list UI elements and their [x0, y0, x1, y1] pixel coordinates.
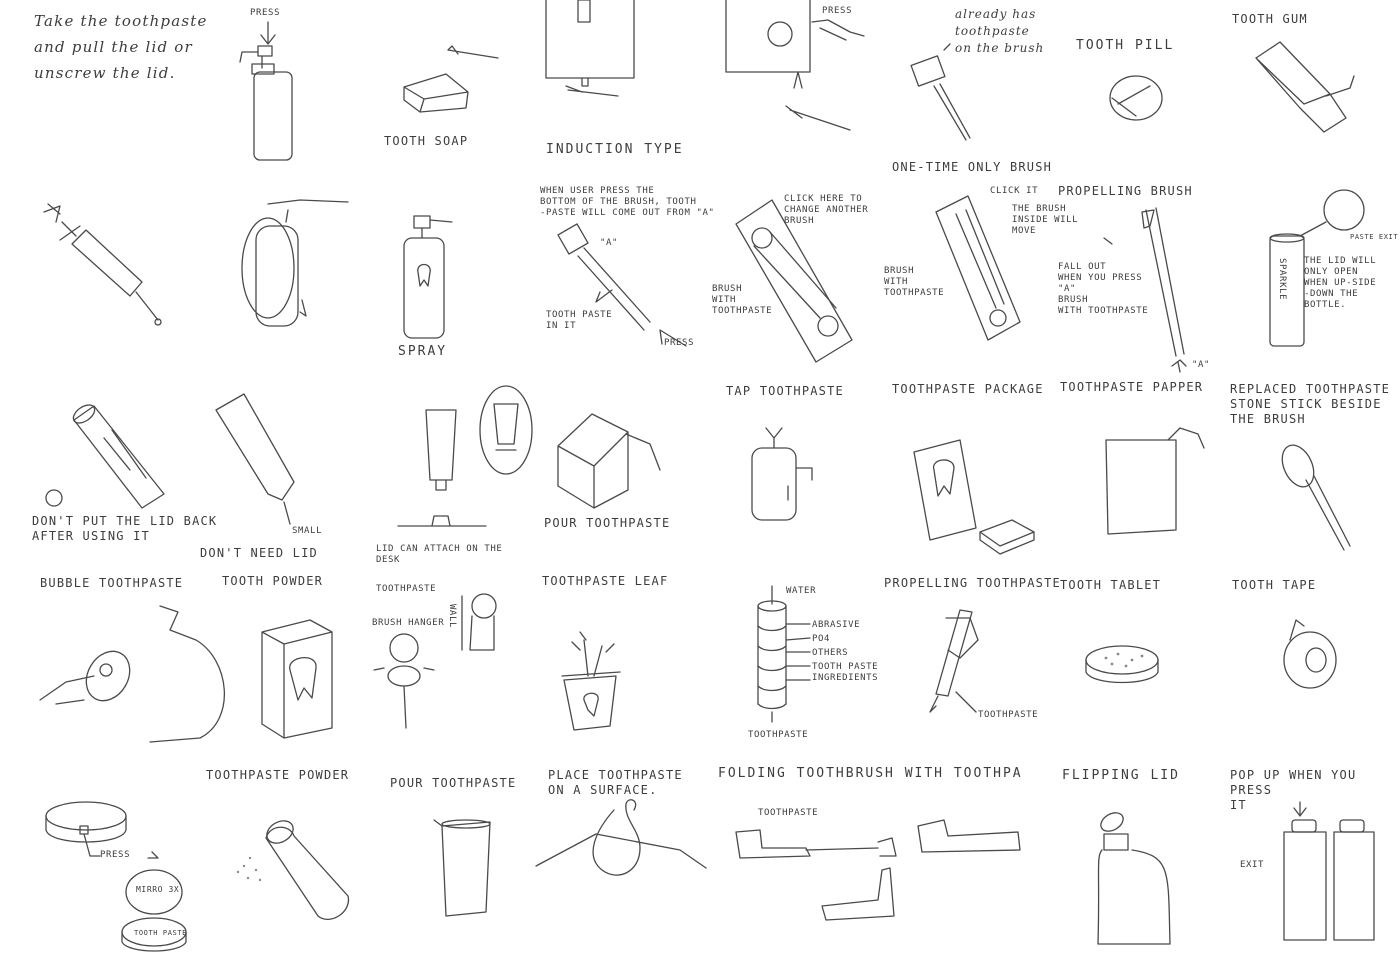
tube-no-lid-sketch	[46, 401, 164, 508]
po4-note: PO4	[812, 634, 831, 644]
one-time-brush-label: ONE-TIME ONLY BRUSH	[892, 160, 1053, 174]
toothpaste-leaf-sketch	[562, 632, 620, 730]
duck-hanger-sketch	[374, 594, 496, 728]
brush-with-toothpaste-2: BRUSH WITH TOOTHPASTE	[884, 266, 945, 298]
tooth-powder-label: TOOTH POWDER	[222, 574, 324, 588]
tooth-soap-label: TOOTH SOAP	[384, 134, 469, 148]
press-label-4: PRESS	[100, 850, 131, 860]
water-note: WATER	[786, 586, 817, 596]
replaced-stone-note: REPLACED TOOTHPASTE STONE STICK BESIDE THE BRUSH	[1230, 382, 1391, 426]
paste-exit-note: PASTE EXIT	[1350, 233, 1399, 241]
brush-with-toothpaste-1: BRUSH WITH TOOTHPASTE	[712, 284, 773, 316]
click-here-note: CLICK HERE TO CHANGE ANOTHER BRUSH	[784, 194, 869, 226]
folding-toothbrush-sketch	[736, 820, 1020, 920]
flipping-lid-tube-sketch	[1098, 809, 1170, 944]
no-lid-tube-sketch	[216, 394, 294, 524]
propelling-brush-label: PROPELLING BRUSH	[1058, 184, 1193, 198]
tooth-tape-sketch	[1284, 620, 1336, 688]
tooth-tablet-label: TOOTH TABLET	[1060, 578, 1162, 592]
bubble-hand-sketch	[40, 606, 224, 742]
intro-note: Take the toothpaste and pull the lid or unscrew the lid.	[34, 12, 208, 82]
toothpaste-package-sketch	[914, 440, 1034, 554]
tooth-pill-label: TOOTH PILL	[1076, 38, 1175, 53]
pour-toothpaste-label-2: POUR TOOTHPASTE	[390, 776, 517, 790]
mirro-note: MIRRO 3X	[136, 885, 180, 894]
tooth-tablet-sketch	[1086, 646, 1158, 683]
stone-stick-brush-sketch	[1276, 440, 1350, 550]
flipping-lid-label: FLIPPING LID	[1062, 768, 1180, 783]
spray-bottle-sketch	[404, 216, 452, 338]
tooth-soap-sketch	[404, 46, 498, 112]
tap-bottle-sketch	[752, 428, 812, 520]
brush-inside-move-note: THE BRUSH INSIDE WILL MOVE	[1012, 204, 1079, 236]
pour-cup-sketch	[434, 820, 490, 916]
toothpaste-papper-label: TOOTHPASTE PAPPER	[1060, 380, 1204, 394]
carton-sketch	[558, 414, 660, 508]
press-dispenser-sketch	[726, 0, 864, 130]
dont-put-lid-note: DON'T PUT THE LID BACK AFTER USING IT	[32, 514, 218, 543]
one-time-brush-sketch	[911, 44, 970, 140]
tooth-gum-sketch	[1256, 42, 1354, 132]
tooth-pill-sketch	[1110, 76, 1162, 120]
toothpaste-paper-sketch	[1106, 428, 1204, 534]
press-label-1: PRESS	[250, 8, 281, 18]
lid-only-open-note: THE LID WILL ONLY OPEN WHEN UP-SIDE -DOWN THE BOTTLE.	[1304, 256, 1377, 310]
brush-hanger-note: BRUSH HANGER	[372, 618, 445, 628]
toothpaste-leaf-label: TOOTHPASTE LEAF	[542, 574, 669, 588]
others-note: OTHERS	[812, 648, 849, 658]
tooth-tape-label: TOOTH TAPE	[1232, 578, 1317, 592]
tooth-powder-box-sketch	[262, 620, 332, 738]
dont-need-lid-label: DON'T NEED LID	[200, 546, 318, 560]
ingredients-note: TOOTH PASTE INGREDIENTS	[812, 662, 879, 683]
induction-type-label: INDUCTION TYPE	[546, 142, 684, 157]
toothpaste-fold-note: TOOTHPASTE	[758, 808, 819, 818]
toothpaste-pen-note: TOOTHPASTE	[978, 710, 1039, 720]
layered-toothpaste-sketch	[758, 586, 810, 722]
bubble-toothpaste-label: BUBBLE TOOTHPASTE	[40, 576, 184, 590]
powder-shaker-sketch	[237, 816, 349, 919]
already-has-note: already has toothpaste on the brush	[955, 7, 1045, 55]
click-it-note: CLICK IT	[990, 186, 1039, 196]
induction-dispenser-sketch	[546, 0, 634, 96]
folding-toothbrush-label: FOLDING TOOTHBRUSH WITH TOOTHPA	[718, 766, 1023, 781]
sparkle-brand: SPARKLE	[1277, 258, 1287, 301]
upside-down-bottle-sketch	[242, 200, 348, 326]
toothpaste-package-label: TOOTHPASTE PACKAGE	[892, 382, 1044, 396]
spray-label: SPRAY	[398, 344, 448, 359]
lid-attach-note: LID CAN ATTACH ON THE DESK	[376, 544, 503, 565]
desk-lid-sketch	[398, 386, 532, 526]
press-label-3: PRESS	[664, 338, 695, 348]
tooth-paste-in-it-note: TOOTH PASTE IN IT	[546, 310, 613, 331]
pump-bottle-sketch	[240, 22, 292, 160]
toothpaste-small-note: TOOTHPASTE	[376, 584, 437, 594]
fall-out-note: FALL OUT WHEN YOU PRESS "A" BRUSH WITH TOOTHPASTE	[1058, 262, 1149, 316]
when-user-press-note: WHEN USER PRESS THE BOTTOM OF THE BRUSH, TOOTH -PASTE WILL COME OUT FROM "A"	[540, 186, 715, 218]
pop-up-bottles-sketch	[1284, 802, 1374, 940]
propelling-toothpaste-label: PROPELLING TOOTHPASTE	[884, 576, 1061, 590]
place-toothpaste-label: PLACE TOOTHPASTE ON A SURFACE.	[548, 768, 683, 797]
wall-note: WALL	[447, 604, 457, 629]
tooth-paste-case-note: TOOTH PASTE	[134, 929, 187, 937]
propelling-toothpaste-sketch	[930, 610, 978, 712]
a-mark-2: "A"	[1192, 360, 1211, 370]
small-note: SMALL	[292, 526, 323, 536]
tooth-gum-label: TOOTH GUM	[1232, 12, 1308, 26]
click-brush-case-sketch	[936, 196, 1020, 340]
exit-note: EXIT	[1240, 860, 1265, 870]
a-mark-1: "A"	[600, 238, 619, 248]
press-label-2: PRESS	[822, 6, 853, 16]
toothpaste-powder-label: TOOTHPASTE POWDER	[206, 768, 350, 782]
syringe-sketch	[44, 204, 161, 325]
toothpaste-bottom-note: TOOTHPASTE	[748, 730, 809, 740]
abrasive-note: ABRASIVE	[812, 620, 861, 630]
surface-drop-sketch	[536, 800, 706, 875]
pour-toothpaste-label-1: POUR TOOTHPASTE	[544, 516, 671, 530]
tap-toothpaste-label: TAP TOOTHPASTE	[726, 384, 844, 398]
pop-up-note: POP UP WHEN YOU PRESS IT	[1230, 768, 1357, 812]
